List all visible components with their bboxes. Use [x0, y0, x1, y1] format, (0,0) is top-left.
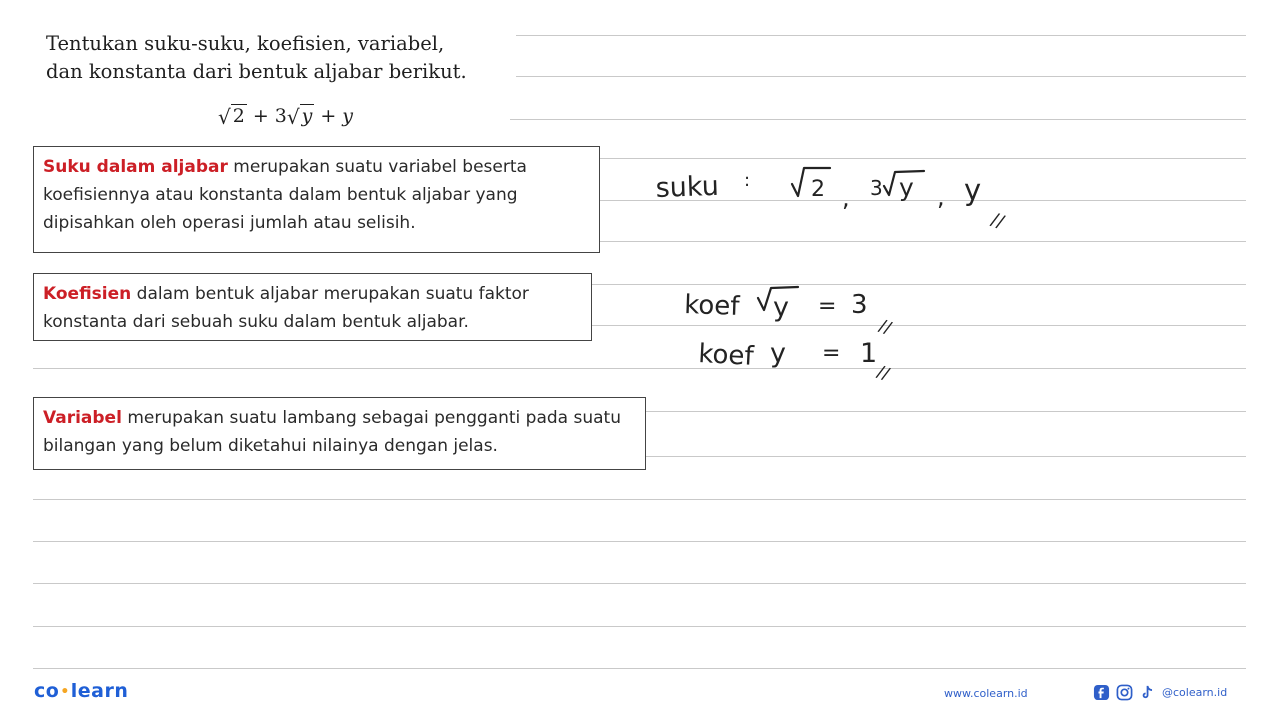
coefficient: 3: [274, 105, 287, 127]
hw-koef-radicand: y: [773, 292, 789, 323]
radical-sign: √: [218, 105, 231, 129]
hw-koef-value: 1: [860, 338, 878, 369]
variable-term: y: [342, 104, 353, 127]
radicand: y: [301, 105, 313, 127]
logo-dot: •: [60, 683, 70, 700]
definition-term: Suku dalam aljabar: [43, 157, 228, 177]
facebook-icon[interactable]: [1093, 684, 1110, 701]
tiktok-icon[interactable]: [1139, 684, 1156, 701]
hw-suku-term-3: y: [964, 173, 982, 207]
definition-text: merupakan suatu lambang sebagai pengganti pada suatu bilangan yang belum diketahui nilainya dengan jelas.: [43, 408, 621, 456]
plus-sign: +: [320, 104, 337, 127]
definition-text: merupakan suatu variabel beserta koefisiennya atau konstanta dalam bentuk aljabar yang dipisahkan oleh operasi jumlah atau selisih.: [43, 157, 527, 233]
hw-done-mark: //: [874, 361, 892, 385]
definition-text: dalam bentuk aljabar merupakan suatu faktor konstanta dari sebuah suku dalam bentuk aljabar.: [43, 284, 529, 332]
definition-term: Variabel: [43, 408, 122, 428]
question-line-2: dan konstanta dari bentuk aljabar berikut.: [46, 60, 467, 83]
hw-koef-equals: =: [818, 294, 837, 319]
hw-koef-label: koef: [683, 290, 740, 322]
hw-done-mark: //: [876, 315, 894, 339]
hw-suku-label: suku: [655, 170, 720, 204]
radicand: 2: [232, 105, 245, 127]
hw-suku-term-1: 2: [811, 177, 825, 202]
colearn-logo[interactable]: [34, 680, 128, 702]
website-link[interactable]: www.colearn.id: [944, 687, 1028, 700]
definition-term: Koefisien: [43, 284, 132, 304]
hw-comma: ,: [842, 184, 850, 212]
logo-part-learn: learn: [70, 680, 129, 702]
hw-suku-term-2-coef: 3: [870, 176, 883, 200]
social-handle[interactable]: @colearn.id: [1162, 686, 1228, 699]
hw-suku-term-2-rad: y: [899, 173, 914, 202]
hw-koef-equals: =: [822, 341, 841, 366]
hw-colon: :: [744, 170, 751, 191]
hw-koef-label: koef: [697, 339, 755, 372]
hw-koef-value: 3: [851, 290, 868, 320]
instagram-icon[interactable]: [1116, 684, 1133, 701]
logo-part-co: co: [34, 680, 60, 702]
radical-sign: √: [286, 105, 300, 129]
plus-sign: +: [252, 104, 269, 127]
social-links: [1093, 684, 1227, 701]
question-line-1: Tentukan suku-suku, koefisien, variabel,: [46, 32, 445, 55]
hw-koef-variable: y: [770, 338, 786, 369]
hw-comma: ,: [937, 183, 945, 211]
hw-done-mark: //: [988, 208, 1007, 233]
